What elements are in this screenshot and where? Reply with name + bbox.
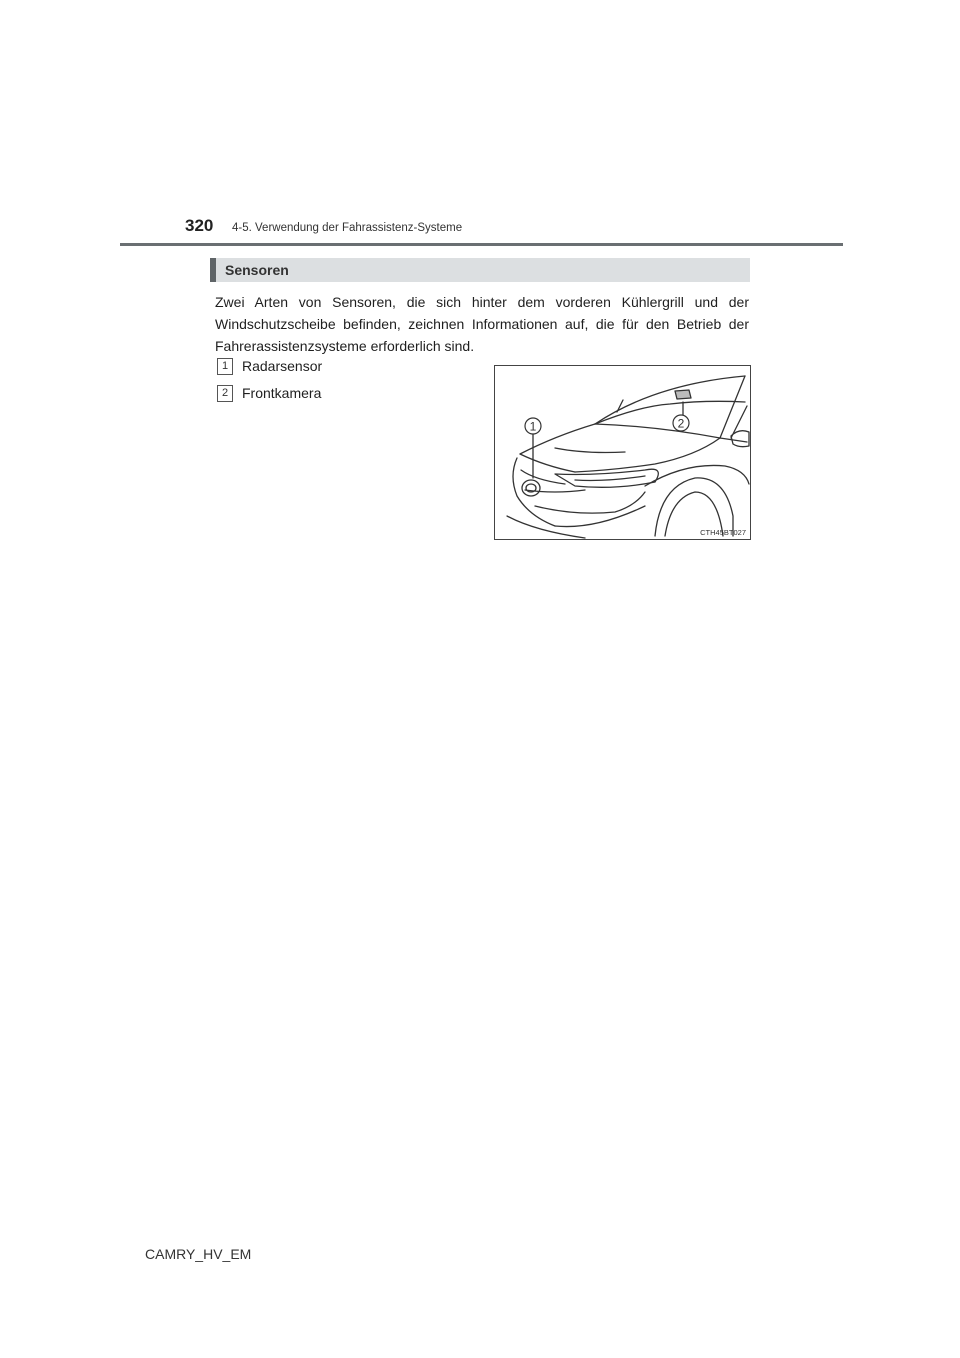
- item-label: Frontkamera: [242, 385, 322, 401]
- item-number-badge: 1: [217, 358, 233, 375]
- car-sensor-illustration: [494, 365, 751, 540]
- intro-paragraph: Zwei Arten von Sensoren, die sich hinter dem vorderen Kühlergrill und der Windschutzscheibe befinden, zeichnen Informationen auf, die für den Betrieb der Fahrerassistenzsysteme erforderlich sind.: [215, 294, 749, 354]
- callout-2-label: 2: [677, 416, 685, 431]
- footer-model-code: CAMRY_HV_EM: [145, 1246, 252, 1262]
- header-rule: [120, 243, 843, 246]
- section-title: Sensoren: [225, 262, 289, 278]
- item-number-badge: 2: [217, 385, 233, 402]
- page-number: 320: [185, 216, 214, 235]
- car-front-drawing: [495, 366, 750, 539]
- callout-1-label: 1: [529, 419, 537, 434]
- item-label: Radarsensor: [242, 358, 323, 374]
- chapter-title: 4-5. Verwendung der Fahrassistenz-Systeme: [232, 222, 463, 234]
- section-accent: [210, 258, 216, 282]
- figure-code: CTH45BT027: [700, 528, 746, 537]
- section-heading-bar: [210, 258, 750, 282]
